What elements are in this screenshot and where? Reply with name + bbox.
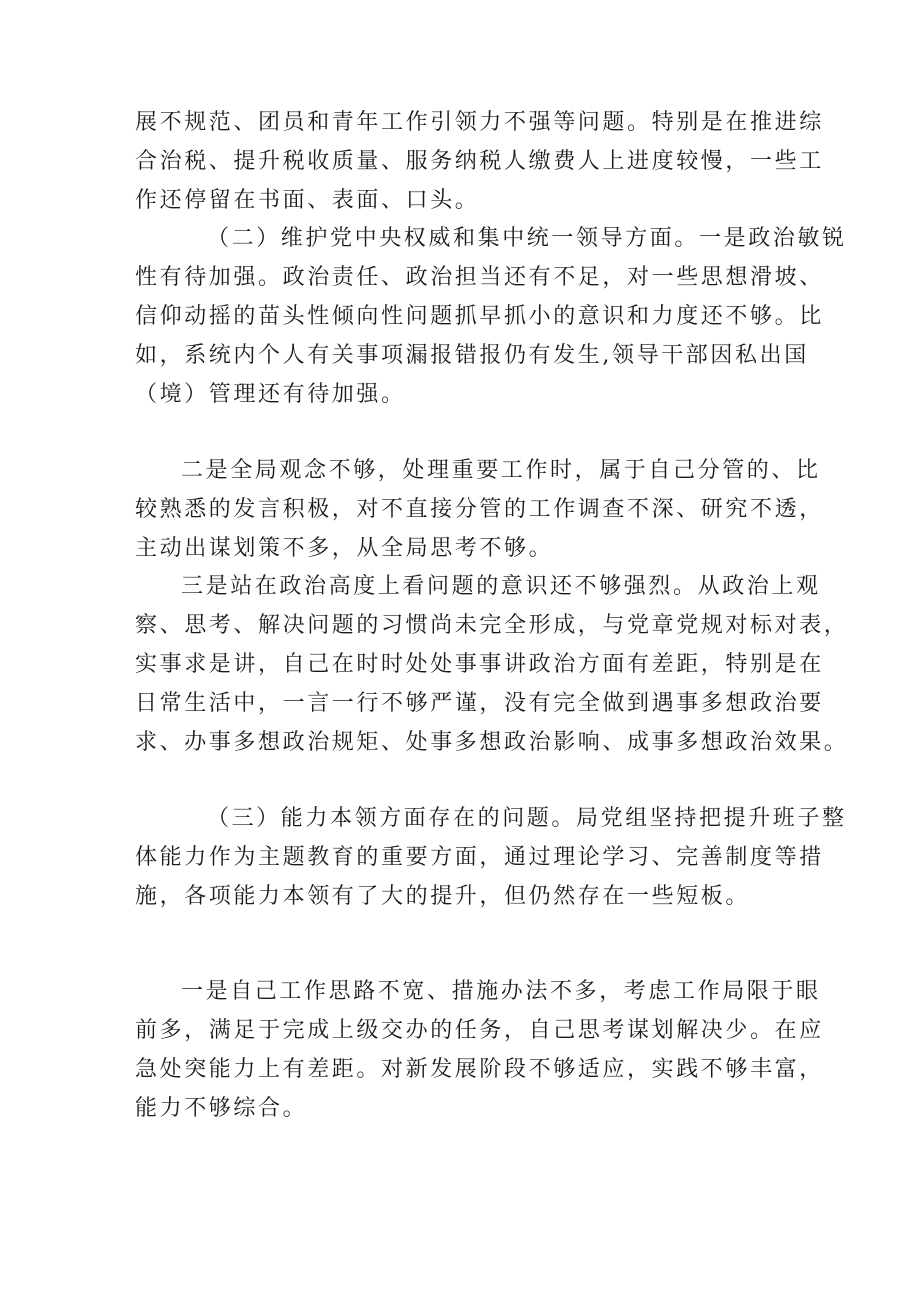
text-line: 合治税、提升税收质量、服务纳税人缴费人上进度较慢，一些工 — [135, 149, 824, 174]
text-line: （二）维护党中央权威和集中统一领导方面。一是政治敏锐 — [207, 226, 847, 251]
text-line: 一是自己工作思路不宽、措施办法不多，考虑工作局限于眼 — [181, 979, 821, 1004]
text-line: 前多，满足于完成上级交办的任务，自己思考谋划解决少。在应 — [135, 1018, 824, 1043]
text-line: （三）能力本领方面存在的问题。局党组坚持把提升班子整 — [207, 806, 847, 831]
paragraph-point-three — [135, 567, 849, 762]
paragraph-continuation — [135, 103, 824, 220]
text-line: 主动出谋划策不多，从全局思考不够。 — [135, 536, 554, 561]
text-line: 求、办事多想政治规矩、处事多想政治影响、成事多想政治效果。 — [135, 730, 849, 755]
paragraph-point-one — [135, 972, 824, 1128]
text-line: 如，系统内个人有关事项漏报错报仍有发生,领导干部因私出国 — [135, 343, 809, 368]
paragraph-point-two — [135, 451, 824, 568]
text-line: 三是站在政治高度上看问题的意识还不够强烈。从政治上观 — [181, 574, 821, 599]
paragraph-section-three — [135, 799, 847, 916]
text-line: 施，各项能力本领有了大的提升，但仍然存在一些短板。 — [135, 884, 751, 909]
text-line: 日常生活中，一言一行不够严谨，没有完全做到遇事多想政治要 — [135, 691, 824, 716]
text-line: 较熟悉的发言积极，对不直接分管的工作调查不深、研究不透， — [135, 497, 824, 522]
text-line: 实事求是讲，自己在时时处处事事讲政治方面有差距，特别是在 — [135, 652, 824, 677]
text-line: 信仰动摇的苗头性倾向性问题抓早抓小的意识和力度还不够。比 — [135, 304, 824, 329]
text-line: （境）管理还有待加强。 — [135, 382, 406, 407]
text-line: 展不规范、团员和青年工作引领力不强等问题。特别是在推进综 — [135, 110, 824, 135]
text-line: 性有待加强。政治责任、政治担当还有不足，对一些思想滑坡、 — [135, 265, 824, 290]
paragraph-section-two — [135, 219, 847, 414]
text-line: 急处突能力上有差距。对新发展阶段不够适应，实践不够丰富， — [135, 1057, 824, 1082]
text-line: 察、思考、解决问题的习惯尚未完全形成，与党章党规对标对表， — [135, 613, 849, 638]
text-line: 能力不够综合。 — [135, 1096, 308, 1121]
text-line: 体能力作为主题教育的重要方面，通过理论学习、完善制度等措 — [135, 845, 824, 870]
text-line: 二是全局观念不够，处理重要工作时，属于自己分管的、比 — [181, 458, 821, 483]
text-line: 作还停留在书面、表面、口头。 — [135, 188, 480, 213]
